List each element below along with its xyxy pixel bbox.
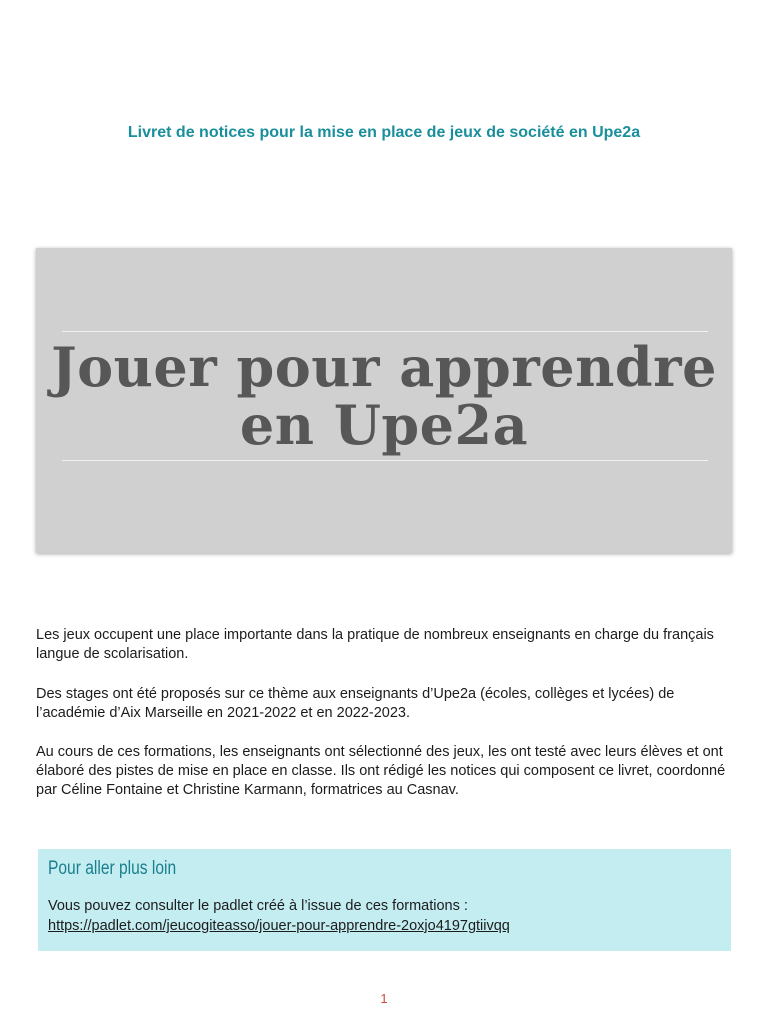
further-reading-content bbox=[48, 896, 718, 936]
document-header-title: Livret de notices pour la mise en place de jeux de société en Upe2a bbox=[127, 124, 641, 141]
hero-title-line-1: Jouer pour apprendre bbox=[51, 335, 717, 399]
intro-paragraph-1: Les jeux occupent une place importante dans la pratique de nombreux enseignants en charge du français langue de scolarisation. bbox=[36, 627, 714, 662]
intro-paragraph-3: Au cours de ces formations, les enseignants ont sélectionné des jeux, les ont testé avec leurs élèves et ont élaboré des pistes de mise en place en classe. Ils ont rédigé les notices qui composent ce livret, coordonné par Céline Fontaine et Christine Karmann, formatrices au Casnav. bbox=[36, 744, 726, 798]
hero-bottom-divider bbox=[62, 460, 708, 461]
hero-title-line-2: en Upe2a bbox=[239, 393, 529, 457]
hero-title bbox=[36, 335, 732, 457]
page-number: 1 bbox=[380, 991, 388, 1006]
hero-top-divider bbox=[62, 331, 708, 332]
padlet-link[interactable]: https://padlet.com/jeucogiteasso/jouer-pour-apprendre-2oxjo4197gtiivqq bbox=[48, 918, 510, 934]
intro-paragraph-2: Des stages ont été proposés sur ce thème aux enseignants d’Upe2a (écoles, collèges et lycées) de l’académie d’Aix Marseille en 2021-2022 et en 2022-2023. bbox=[36, 686, 675, 721]
further-reading-box bbox=[38, 849, 731, 951]
further-reading-text: Vous pouvez consulter le padlet créé à l’issue de ces formations : bbox=[48, 898, 468, 914]
hero-title-box bbox=[36, 248, 732, 553]
further-reading-title: Pour aller plus loin bbox=[48, 858, 177, 879]
